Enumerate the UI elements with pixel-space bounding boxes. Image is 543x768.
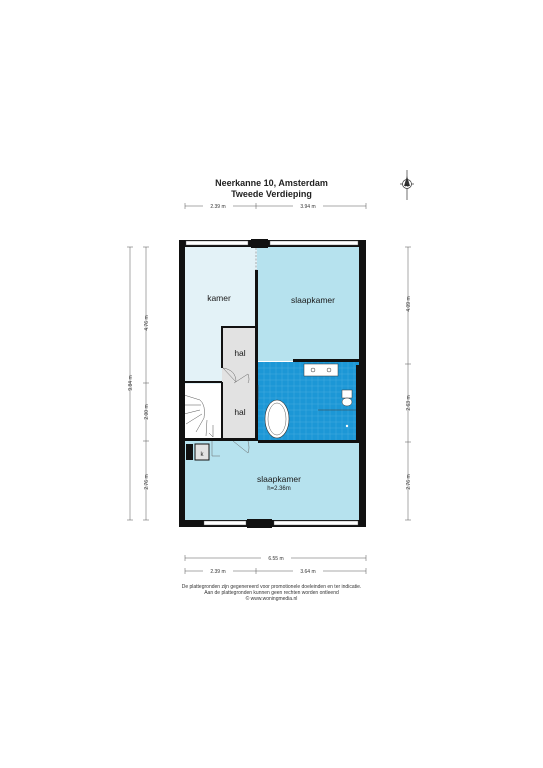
double-sink-icon	[304, 364, 338, 376]
dim-top-right: 3.94 m	[300, 204, 316, 210]
shower-drain-icon	[346, 425, 348, 427]
dim-left-mid: 2.00 m	[144, 404, 150, 420]
dim-top-left: 2.39 m	[210, 204, 226, 210]
room-hal	[222, 327, 257, 438]
bathtub-icon	[265, 400, 289, 438]
dim-right-bottom: 2.76 m	[406, 474, 412, 490]
label-kamer: kamer	[207, 293, 231, 303]
disclaimer-line-1: De plattegronden zijn gegenereerd voor promotionele doeleinden en ter indicatie.	[181, 584, 362, 590]
label-hal-upper: hal	[234, 348, 246, 358]
dim-left-bottom: 2.76 m	[144, 474, 150, 490]
label-slaapkamer-bottom: slaapkamer	[257, 474, 301, 484]
floor-title: Tweede Verdieping	[231, 189, 312, 199]
dim-bottom-right: 3.64 m	[300, 569, 316, 575]
dim-bottom-left: 2.39 m	[210, 569, 226, 575]
dim-left-top: 4.76 m	[144, 315, 150, 331]
address-title: Neerkanne 10, Amsterdam	[215, 178, 328, 188]
label-hal-lower: hal	[234, 407, 246, 417]
dim-right-mid: 2.63 m	[406, 395, 412, 411]
dim-bottom-total: 6.55 m	[268, 556, 284, 562]
copyright: © www.woningmedia.nl	[245, 596, 298, 602]
compass-icon	[400, 170, 414, 200]
label-ceiling-height: h=2.36m	[267, 486, 291, 492]
label-closet: k	[200, 452, 204, 458]
disclaimer-line-2: Aan de plattegronden kunnen geen rechten worden ontleend	[204, 590, 339, 596]
staircase	[184, 384, 222, 439]
toilet-icon	[342, 390, 352, 398]
label-slaapkamer-top: slaapkamer	[291, 295, 335, 305]
dim-left-total: 9.84 m	[128, 375, 134, 391]
compass-label: N	[405, 183, 409, 188]
dim-right-top: 4.09 m	[406, 296, 412, 312]
